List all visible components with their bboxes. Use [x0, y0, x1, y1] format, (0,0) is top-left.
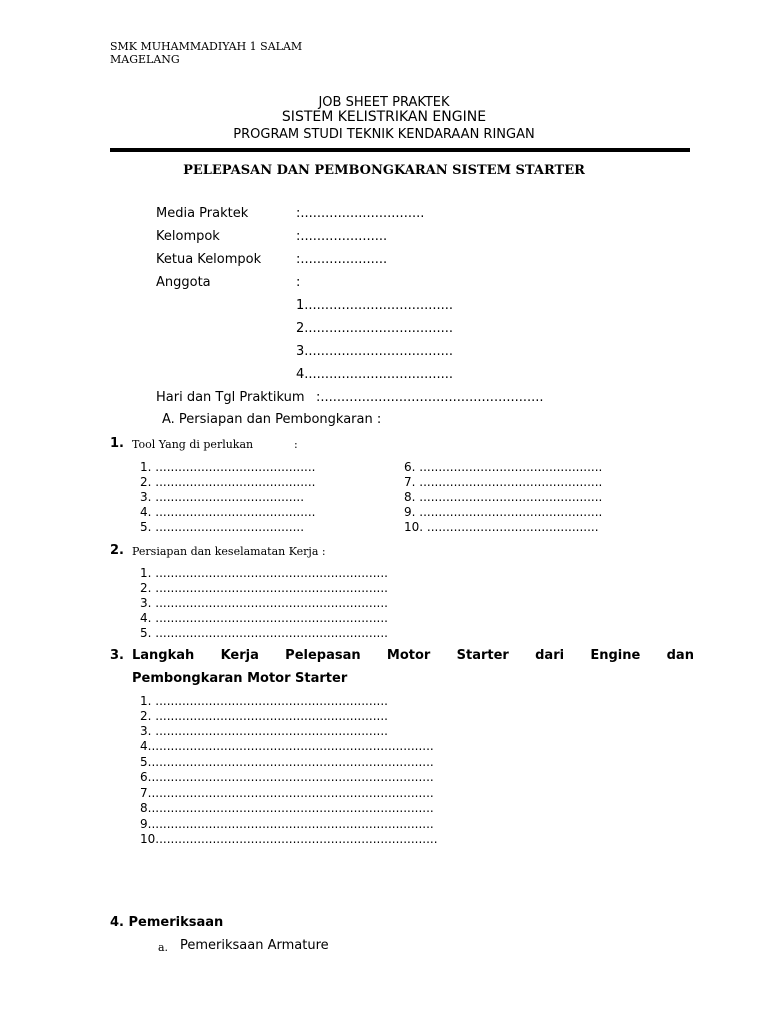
item3-word: dari: [535, 648, 565, 663]
anggota-item: 4....................................: [296, 367, 454, 382]
item3-word: Engine: [590, 648, 641, 663]
step-list-item: 4...........................................................................: [140, 739, 434, 753]
job-sheet-title: JOB SHEET PRAKTEK: [318, 95, 450, 110]
step-list-item: 10..........................................................................: [140, 832, 438, 846]
tool-list-item: 4. ..........................................: [140, 505, 316, 519]
step-list-item: 5...........................................................................: [140, 755, 434, 769]
safety-list-item: 5. .............................................................: [140, 626, 388, 640]
step-list-item: 2. .............................................................: [140, 709, 388, 723]
tool-list-item: 1. ..........................................: [140, 460, 316, 474]
tool-list-item: 3. .......................................: [140, 490, 305, 504]
hari-label: Hari dan Tgl Praktikum: [156, 390, 305, 405]
kelompok-label: Kelompok: [156, 229, 220, 244]
item3-heading-line2: Pembongkaran Motor Starter: [132, 671, 348, 686]
media-value: :..............................: [296, 206, 425, 221]
school-city: MAGELANG: [110, 53, 180, 66]
item3-word: Pelepasan: [285, 648, 361, 663]
item3-word: dan: [666, 648, 694, 663]
step-list-item: 9...........................................................................: [140, 817, 434, 831]
item3-word: Langkah: [132, 648, 195, 663]
item4-sub-marker: a.: [158, 941, 169, 954]
step-list-item: 6...........................................................................: [140, 770, 434, 784]
item1-label: Tool Yang di perlukan: [132, 438, 254, 451]
item2-number: 2.: [110, 543, 124, 558]
tool-list-item: 5. .......................................: [140, 520, 305, 534]
ketua-label: Ketua Kelompok: [156, 252, 262, 267]
safety-list-item: 1. .............................................................: [140, 566, 388, 580]
hari-value: :......................................................: [316, 390, 544, 405]
item1-colon: :: [294, 438, 298, 451]
safety-list-item: 4. .............................................................: [140, 611, 388, 625]
step-list-item: 3. .............................................................: [140, 724, 388, 738]
tool-list-item: 2. ..........................................: [140, 475, 316, 489]
school-name: SMK MUHAMMADIYAH 1 SALAM: [110, 40, 303, 53]
section-a-heading: A. Persiapan dan Pembongkaran :: [162, 412, 382, 427]
item3-number: 3.: [110, 648, 124, 663]
program-title: PROGRAM STUDI TEKNIK KENDARAAN RINGAN: [233, 127, 535, 142]
kelompok-value: :.....................: [296, 229, 388, 244]
anggota-value: :: [296, 275, 301, 290]
media-label: Media Praktek: [156, 206, 249, 221]
anggota-item: 2....................................: [296, 321, 454, 336]
system-title: SISTEM KELISTRIKAN ENGINE: [281, 109, 487, 125]
item3-word: Kerja: [220, 648, 259, 663]
tool-list-item: 7. ................................................: [404, 475, 603, 489]
anggota-label: Anggota: [156, 275, 211, 290]
anggota-item: 1....................................: [296, 298, 454, 313]
item2-label: Persiapan dan keselamatan Kerja :: [132, 545, 326, 558]
item3-word: Starter: [456, 648, 509, 663]
item3-heading-line1: [132, 648, 694, 663]
ketua-value: :.....................: [296, 252, 388, 267]
step-list-item: 7...........................................................................: [140, 786, 434, 800]
item3-word: Motor: [386, 648, 431, 663]
item4-heading: 4. Pemeriksaan: [110, 915, 224, 930]
item1-number: 1.: [110, 436, 124, 451]
step-list-item: 8...........................................................................: [140, 801, 434, 815]
safety-list-item: 3. .............................................................: [140, 596, 388, 610]
item4-sub-label: Pemeriksaan Armature: [180, 938, 329, 953]
step-list-item: 1. .............................................................: [140, 694, 388, 708]
tool-list-item: 6. ................................................: [404, 460, 603, 474]
safety-list-item: 2. .............................................................: [140, 581, 388, 595]
header-divider: [110, 148, 690, 152]
anggota-item: 3....................................: [296, 344, 454, 359]
tool-list-item: 8. ................................................: [404, 490, 603, 504]
tool-list-item: 9. ................................................: [404, 505, 603, 519]
tool-list-item: 10. .............................................: [404, 520, 599, 534]
page-heading: PELEPASAN DAN PEMBONGKARAN SISTEM STARTER: [183, 163, 585, 178]
